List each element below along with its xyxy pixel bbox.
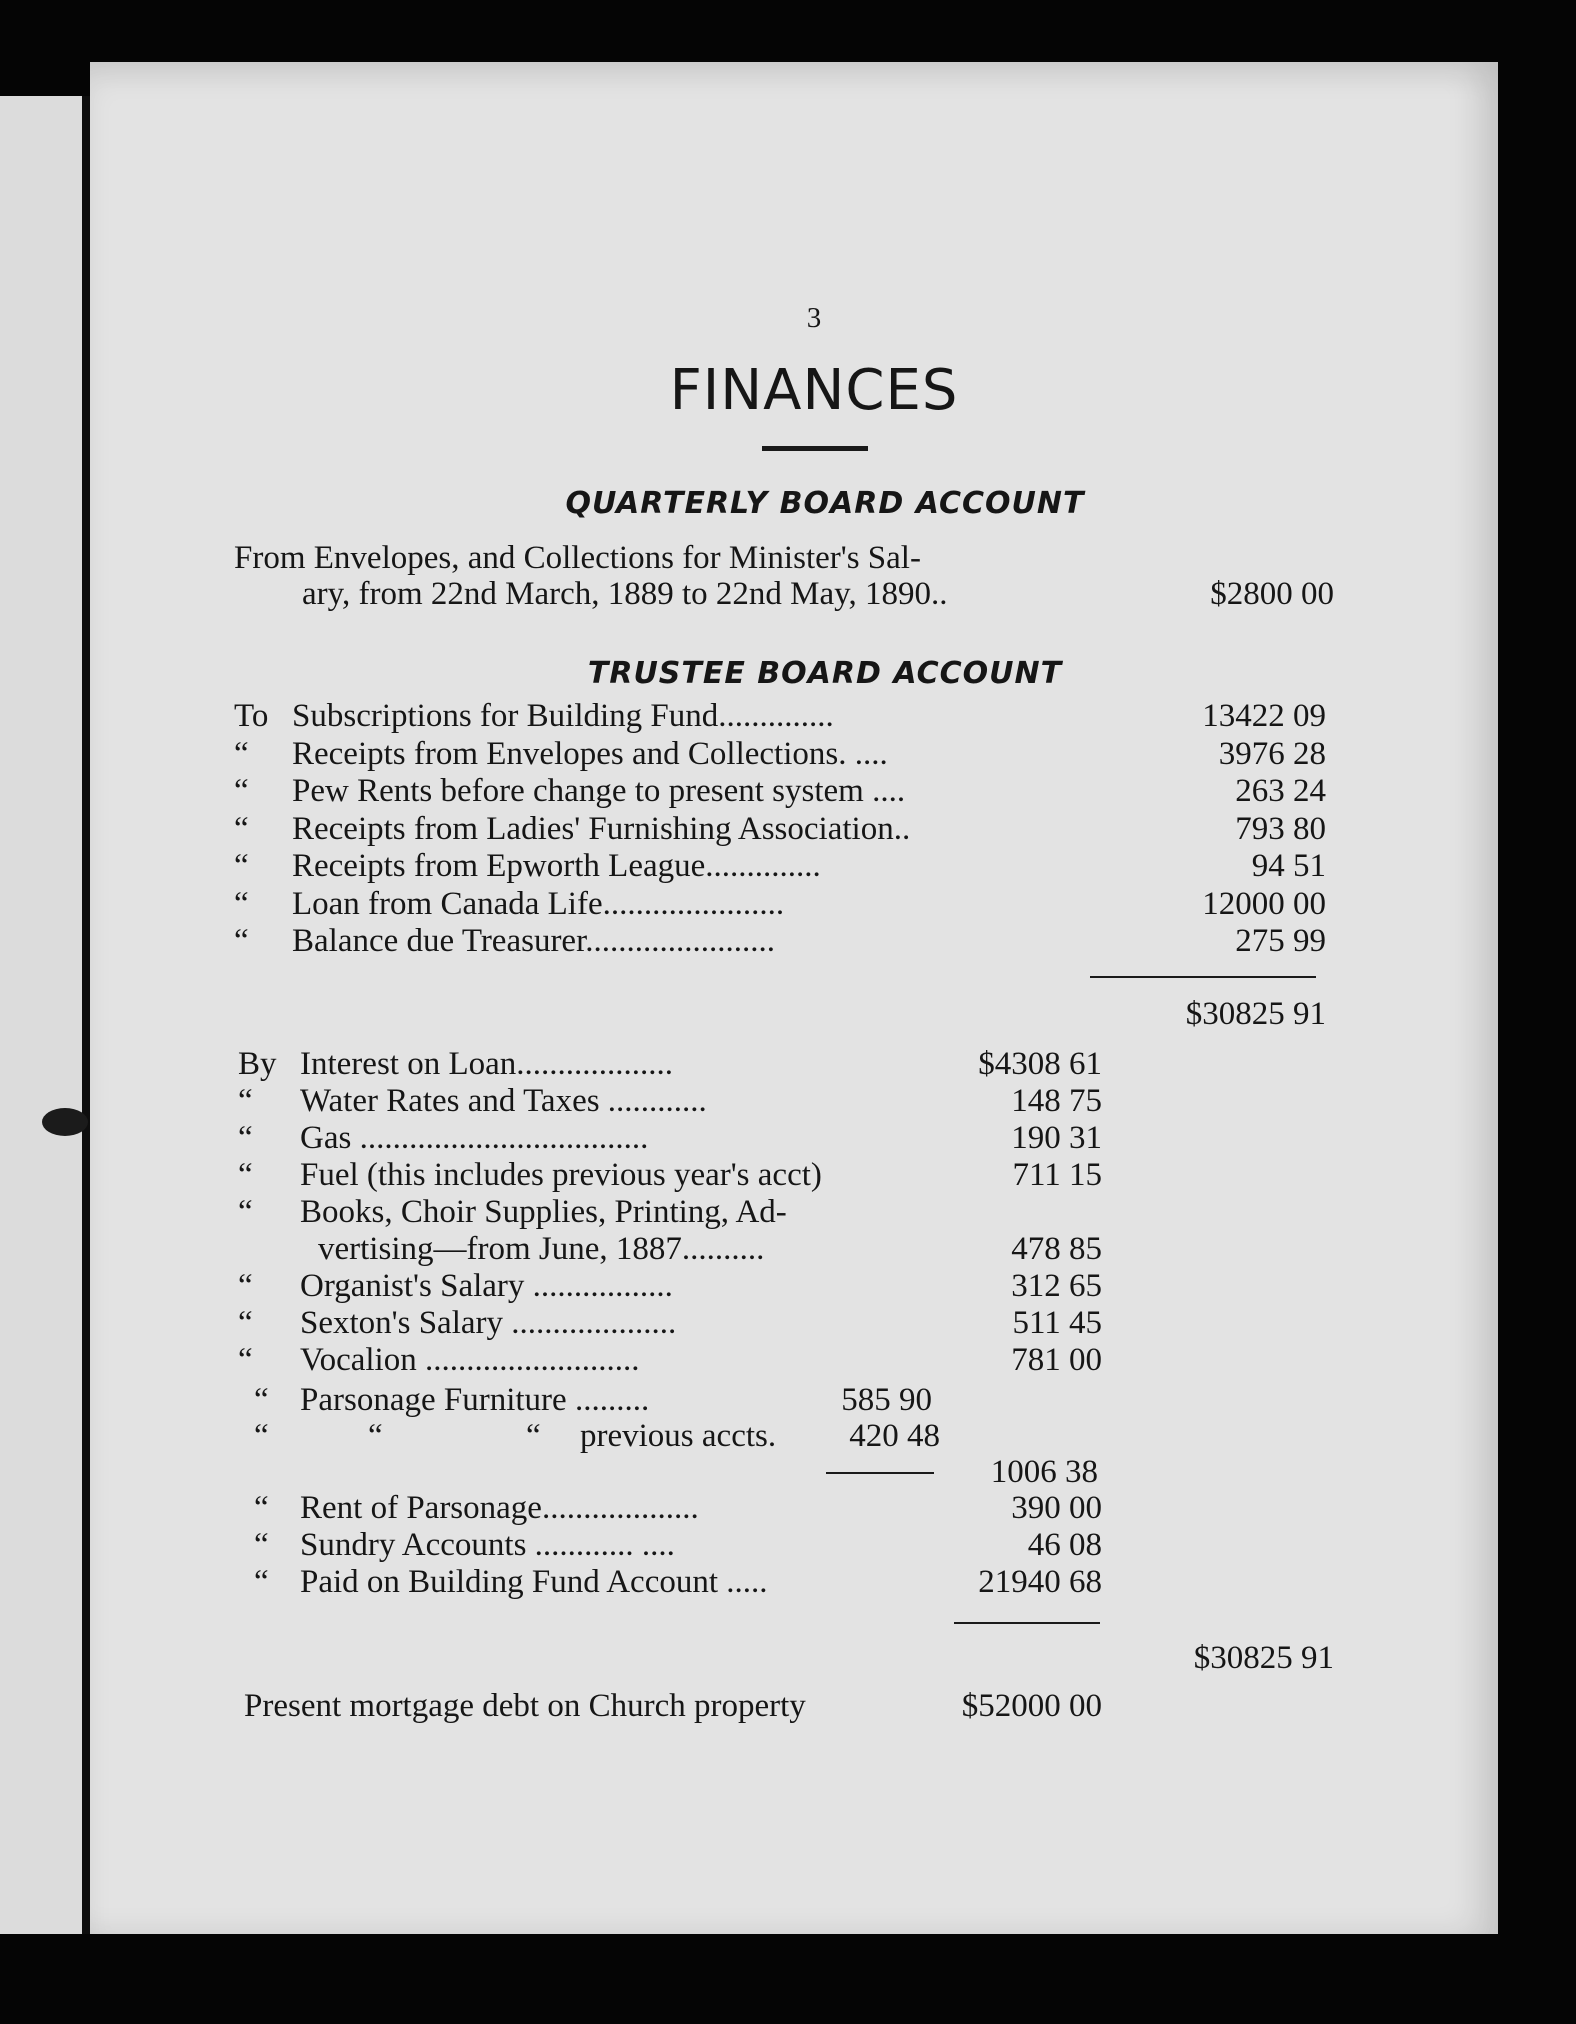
quarterly-heading: QUARTERLY BOARD ACCOUNT [565,486,1085,521]
ditto-mark-2: “ [368,1418,383,1454]
expenditure-row-amount: $4308 61 [978,1046,1102,1082]
expenditure-row-prefix: “ [238,1157,253,1193]
receipt-row-prefix: “ [234,885,249,922]
ditto-mark-1: “ [254,1418,269,1454]
expenditure-row-amount: 312 65 [1011,1268,1102,1304]
mortgage-amount: $52000 00 [961,1688,1102,1724]
expenditure-row-amount: 46 08 [1027,1527,1102,1563]
receipt-row-amount: 3976 28 [1218,735,1326,772]
expenditure-row-prefix: “ [254,1564,269,1600]
ditto-mark-3: “ [526,1418,541,1454]
document-page [90,62,1498,1934]
expenditure-row-prefix: “ [238,1268,253,1304]
receipt-row-label: Receipts from Ladies' Furnishing Association.. [292,810,911,847]
receipt-row-amount: 12000 00 [1202,885,1326,922]
receipt-row-prefix: To [234,698,269,734]
receipt-row-label: Loan from Canada Life...................... [292,885,785,922]
furniture-subtotal: 1006 38 [990,1454,1098,1490]
expenditure-row-prefix: “ [238,1083,253,1119]
quarterly-amount: $2800 00 [1210,576,1334,612]
page-number: 3 [806,302,822,334]
receipt-row-label: Balance due Treasurer....................... [292,923,775,959]
receipt-row-amount: 13422 09 [1202,698,1326,734]
expenditures-total-rule [954,1622,1100,1624]
expenditure-row-label: Sundry Accounts ............ .... [300,1527,675,1563]
receipt-row-label: Subscriptions for Building Fund.............. [292,698,834,734]
receipt-row-label: Receipts from Envelopes and Collections. .... [292,735,888,772]
receipt-row-label: Receipts from Epworth League.............. [292,848,821,884]
expenditure-row-label: Fuel (this includes previous year's acct) [300,1157,822,1193]
receipt-row-prefix: “ [234,848,249,884]
expenditure-row-label: Sexton's Salary .................... [300,1305,677,1341]
expenditure-row-amount: 478 85 [1011,1231,1102,1267]
page-title: FINANCES [669,358,959,423]
expenditure-row-amount: 781 00 [1011,1342,1102,1378]
expenditure-row-prefix: “ [254,1527,269,1563]
spine-blot [42,1108,88,1136]
expenditure-row-prefix: “ [238,1342,253,1378]
expenditure-row-amount: 148 75 [1011,1083,1102,1119]
receipt-row-amount: 263 24 [1235,773,1326,809]
trustee-heading: TRUSTEE BOARD ACCOUNT [587,656,1063,691]
facing-page-edge [0,96,84,1934]
expenditure-row-amount: 390 00 [1011,1490,1102,1526]
title-rule [762,446,868,451]
receipt-row-prefix: “ [234,810,249,847]
expenditure-row-label: Gas ................................... [300,1120,649,1156]
expenditure-row-label: Paid on Building Fund Account ..... [300,1564,768,1600]
expenditure-row-label: Interest on Loan................... [300,1046,674,1082]
furniture-amount: 585 90 [841,1382,932,1418]
expenditure-row-prefix: “ [238,1120,253,1156]
expenditure-row-label: Rent of Parsonage................... [300,1490,699,1526]
expenditure-row-label: Organist's Salary ................. [300,1268,673,1304]
furniture-previous-label: previous accts. [580,1418,777,1454]
quarterly-line-2: ary, from 22nd March, 1889 to 22nd May, 1890.. [302,576,948,612]
expenditure-row-label: Vocalion .......................... [300,1342,640,1378]
receipt-row-amount: 94 51 [1251,848,1326,884]
expenditure-row-prefix: “ [238,1194,253,1230]
expenditure-row-amount: 190 31 [1011,1120,1102,1156]
expenditure-row-label: Water Rates and Taxes ............ [300,1083,707,1119]
furniture-prefix: “ [254,1382,269,1418]
expenditure-row-label: vertising—from June, 1887.......... [318,1231,765,1267]
expenditure-row-prefix: “ [238,1305,253,1341]
receipt-row-amount: 793 80 [1235,810,1326,847]
expenditure-row-amount: 21940 68 [978,1564,1102,1600]
receipt-row-amount: 275 99 [1235,923,1326,959]
receipts-total: $30825 91 [1185,996,1326,1032]
expenditure-row-amount: 511 45 [1012,1305,1102,1341]
quarterly-line-1: From Envelopes, and Collections for Minister's Sal- [234,540,921,576]
expenditure-row-prefix: “ [254,1490,269,1526]
expenditures-total: $30825 91 [1193,1640,1334,1676]
expenditure-row-amount: 711 15 [1012,1157,1102,1193]
expenditure-row-label: Books, Choir Supplies, Printing, Ad- [300,1194,787,1230]
receipt-row-prefix: “ [234,735,249,772]
receipts-total-rule [1090,976,1316,978]
furniture-previous-amount: 420 48 [849,1418,940,1454]
receipt-row-label: Pew Rents before change to present system .... [292,773,906,809]
furniture-label: Parsonage Furniture ......... [300,1382,650,1418]
expenditure-row-prefix: By [238,1046,277,1082]
binding-gutter [82,96,90,1934]
receipt-row-prefix: “ [234,773,249,809]
receipt-row-prefix: “ [234,923,249,959]
mortgage-label: Present mortgage debt on Church property [244,1688,806,1724]
